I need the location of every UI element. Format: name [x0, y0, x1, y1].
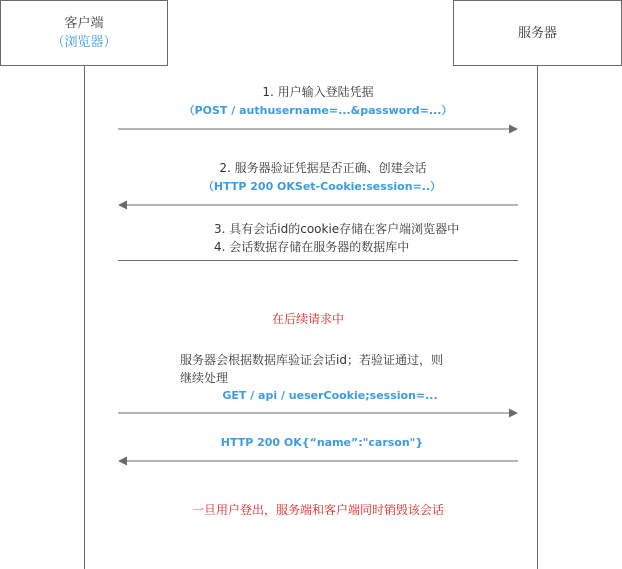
login-request-arrow [118, 123, 518, 135]
step2-title: 2. 服务器验证凭据是否正确、创建会话 [219, 161, 427, 175]
server-participant-box [453, 0, 622, 66]
step2-detail: （HTTP 200 OKSet-Cookie:session=..） [202, 180, 442, 193]
storage-divider-line [118, 260, 518, 261]
server-name: 服务器 [517, 26, 557, 41]
client-name: 客户端 [64, 16, 104, 31]
logout-note: 一旦用户登出，服务端和客户端同时销毁该会话 [191, 503, 445, 517]
get-request-label: GET / api / ueserCookie;session=... [222, 389, 438, 402]
get-request-arrow [118, 407, 518, 419]
step3-text: 3. 具有会话id的cookie存储在客户端浏览器中 [214, 222, 460, 236]
client-participant-box [0, 0, 168, 66]
session-validation-text: 服务器会根据数据库验证会话id；若验证通过，则继续处理 [180, 353, 443, 385]
ok-response-label: HTTP 200 OK{“name”:"carson"} [220, 436, 424, 449]
step1-detail: （POST / authusername=...&password=...） [183, 104, 453, 117]
client-subtitle: （浏览器） [51, 35, 117, 50]
login-response-arrow [118, 199, 518, 211]
ok-response-arrow [118, 455, 518, 467]
client-lifeline [84, 66, 85, 569]
subsequent-requests-heading: 在后续请求中 [271, 312, 345, 326]
step4-text: 4. 会话数据存储在服务器的数据库中 [214, 240, 410, 254]
server-lifeline [537, 66, 538, 569]
step1-title: 1. 用户输入登陆凭据 [262, 85, 374, 99]
